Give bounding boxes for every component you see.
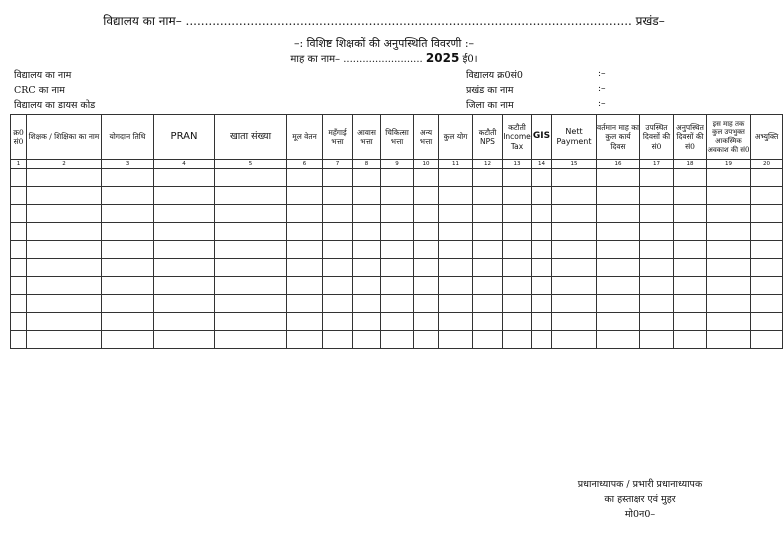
table-cell (381, 259, 414, 277)
col-number: 16 (597, 160, 640, 169)
table-cell (287, 331, 323, 349)
table-cell (287, 223, 323, 241)
col-header-remarks: अभ्युक्ति (751, 115, 783, 160)
table-cell (27, 259, 102, 277)
col-header-working-days: वर्तमान माह का कुल कार्य दिवस (597, 115, 640, 160)
table-row (11, 223, 783, 241)
table-cell (552, 277, 597, 295)
table-cell (532, 313, 552, 331)
table-cell (381, 295, 414, 313)
table-cell (27, 187, 102, 205)
table-cell (414, 313, 439, 331)
table-cell (552, 295, 597, 313)
table-cell (287, 259, 323, 277)
table-cell (439, 241, 473, 259)
table-cell (414, 259, 439, 277)
table-cell (11, 169, 27, 187)
table-cell (597, 187, 640, 205)
table-cell (381, 223, 414, 241)
table-cell (674, 205, 707, 223)
table-cell (102, 205, 154, 223)
col-number: 7 (323, 160, 353, 169)
table-cell (323, 241, 353, 259)
table-cell (552, 223, 597, 241)
table-cell (552, 331, 597, 349)
table-cell (707, 313, 751, 331)
col-header-present-days: उपस्थित दिवसों की सं0 (640, 115, 674, 160)
table-cell (215, 313, 287, 331)
table-cell (674, 331, 707, 349)
col-number: 9 (381, 160, 414, 169)
col-number: 10 (414, 160, 439, 169)
table-cell (102, 277, 154, 295)
col-number: 15 (552, 160, 597, 169)
table-cell (102, 187, 154, 205)
info-block-name: प्रखंड का नाम (466, 85, 514, 96)
table-cell (154, 331, 215, 349)
info-crc-name: CRC का नाम (14, 85, 65, 96)
table-row (11, 259, 783, 277)
table-cell (27, 277, 102, 295)
table-cell (27, 241, 102, 259)
table-row (11, 187, 783, 205)
col-header-pran: PRAN (154, 115, 215, 160)
col-header-medical-allowance: चिकित्सा भत्ता (381, 115, 414, 160)
col-number: 6 (287, 160, 323, 169)
table-cell (102, 331, 154, 349)
table-cell (751, 259, 783, 277)
table-cell (323, 259, 353, 277)
table-cell (414, 169, 439, 187)
table-cell (640, 169, 674, 187)
table-cell (11, 277, 27, 295)
table-cell (11, 295, 27, 313)
col-header-nps-deduction: कटौती NPS (473, 115, 503, 160)
table-cell (154, 169, 215, 187)
table-cell (707, 331, 751, 349)
table-cell (597, 241, 640, 259)
table-cell (27, 313, 102, 331)
table-cell (674, 259, 707, 277)
table-cell (27, 169, 102, 187)
year-value: 2025 (425, 51, 460, 65)
info-district-name: जिला का नाम (466, 100, 514, 111)
info-school-name: विद्यालय का नाम (14, 70, 72, 81)
table-cell (11, 313, 27, 331)
info-district-name-colon: :– (598, 99, 606, 109)
table-cell (414, 331, 439, 349)
table-cell (439, 169, 473, 187)
table-cell (414, 205, 439, 223)
table-cell (473, 295, 503, 313)
table-cell (381, 187, 414, 205)
col-header-basic-pay: मूल वेतन (287, 115, 323, 160)
table-cell (414, 277, 439, 295)
table-cell (674, 277, 707, 295)
table-cell (414, 241, 439, 259)
table-cell (674, 187, 707, 205)
table-cell (674, 313, 707, 331)
table-cell (154, 205, 215, 223)
table-cell (102, 241, 154, 259)
table-cell (597, 295, 640, 313)
table-cell (154, 277, 215, 295)
table-cell (707, 241, 751, 259)
table-cell (532, 169, 552, 187)
col-number: 20 (751, 160, 783, 169)
table-cell (473, 331, 503, 349)
col-number: 8 (353, 160, 381, 169)
table-cell (414, 295, 439, 313)
table-cell (597, 313, 640, 331)
table-cell (381, 205, 414, 223)
table-cell (640, 295, 674, 313)
table-cell (503, 295, 532, 313)
table-cell (154, 241, 215, 259)
table-cell (11, 331, 27, 349)
col-number: 4 (154, 160, 215, 169)
table-header-row (11, 115, 783, 160)
table-cell (707, 295, 751, 313)
table-cell (414, 187, 439, 205)
table-row (11, 295, 783, 313)
info-school-serial: विद्यालय क्र0सं0 (466, 70, 523, 81)
table-cell (707, 223, 751, 241)
col-header-nett-payment: Nett Payment (552, 115, 597, 160)
col-number: 14 (532, 160, 552, 169)
table-cell (439, 295, 473, 313)
table-cell (381, 241, 414, 259)
table-cell (439, 277, 473, 295)
table-row (11, 277, 783, 295)
table-cell (102, 259, 154, 277)
table-cell (323, 277, 353, 295)
col-number: 3 (102, 160, 154, 169)
table-cell (532, 295, 552, 313)
table-cell (503, 277, 532, 295)
table-cell (287, 187, 323, 205)
table-cell (323, 313, 353, 331)
table-cell (353, 241, 381, 259)
table-cell (532, 223, 552, 241)
table-cell (532, 205, 552, 223)
table-cell (11, 205, 27, 223)
table-cell (751, 241, 783, 259)
title-school-name-blank: ..................................................................................................................... (185, 14, 632, 28)
table-cell (597, 259, 640, 277)
table-cell (674, 241, 707, 259)
table-cell (640, 223, 674, 241)
info-dise-code: विद्यालय का डायस कोड (14, 100, 96, 111)
table-cell (154, 259, 215, 277)
table-cell (381, 277, 414, 295)
form-subtitle: –: विशिष्ट शिक्षकों की अनुपस्थिति विवरणी :– (293, 37, 475, 50)
table-cell (353, 205, 381, 223)
table-cell (751, 187, 783, 205)
table-cell (287, 241, 323, 259)
table-cell (414, 223, 439, 241)
table-cell (473, 241, 503, 259)
table-cell (353, 277, 381, 295)
title-block-label: प्रखंड– (635, 14, 665, 28)
table-cell (439, 187, 473, 205)
table-cell (154, 295, 215, 313)
table-cell (503, 223, 532, 241)
table-cell (27, 223, 102, 241)
table-cell (640, 277, 674, 295)
col-number: 19 (707, 160, 751, 169)
col-header-teacher-name: शिक्षक / शिक्षिका का नाम (27, 115, 102, 160)
table-cell (640, 331, 674, 349)
col-header-account-number: खाता संख्या (215, 115, 287, 160)
table-cell (552, 259, 597, 277)
table-cell (751, 295, 783, 313)
signature-sign-and-seal: का हस्ताक्षर एवं मुहर (604, 494, 676, 505)
table-cell (154, 187, 215, 205)
col-number: 11 (439, 160, 473, 169)
table-cell (597, 277, 640, 295)
table-cell (215, 277, 287, 295)
table-cell (215, 187, 287, 205)
table-cell (287, 295, 323, 313)
table-cell (473, 277, 503, 295)
col-header-serial: क्र0 सं0 (11, 115, 27, 160)
column-number-row (11, 160, 783, 169)
table-cell (532, 241, 552, 259)
col-number: 13 (503, 160, 532, 169)
table-row (11, 169, 783, 187)
table-cell (102, 295, 154, 313)
table-cell (503, 187, 532, 205)
table-cell (597, 223, 640, 241)
table-row (11, 331, 783, 349)
table-cell (439, 331, 473, 349)
table-cell (215, 205, 287, 223)
table-cell (707, 187, 751, 205)
table-cell (353, 223, 381, 241)
info-block-name-colon: :– (598, 84, 606, 94)
table-cell (439, 205, 473, 223)
month-blank: ......................... (343, 54, 423, 65)
table-cell (751, 205, 783, 223)
table-cell (287, 313, 323, 331)
table-cell (287, 169, 323, 187)
col-header-other-allowance: अन्य भत्ता (414, 115, 439, 160)
table-cell (503, 331, 532, 349)
table-cell (323, 331, 353, 349)
info-school-serial-colon: :– (598, 69, 606, 79)
col-number: 18 (674, 160, 707, 169)
table-cell (323, 295, 353, 313)
table-cell (473, 187, 503, 205)
table-cell (215, 259, 287, 277)
table-cell (27, 331, 102, 349)
table-cell (11, 187, 27, 205)
table-cell (674, 295, 707, 313)
table-cell (640, 205, 674, 223)
table-cell (707, 205, 751, 223)
col-header-joining-date: योगदान तिथि (102, 115, 154, 160)
table-cell (154, 313, 215, 331)
table-row (11, 205, 783, 223)
table-cell (503, 313, 532, 331)
table-cell (102, 313, 154, 331)
table-cell (11, 259, 27, 277)
col-header-casual-leave: इस माह तक कुल उपभुक्त आकस्मिक अवकाश की सं0 (707, 115, 751, 160)
signature-mobile-number: मो0न0– (624, 509, 656, 520)
col-number: 2 (27, 160, 102, 169)
table-cell (323, 223, 353, 241)
month-line (0, 51, 768, 65)
table-cell (552, 313, 597, 331)
form-title (0, 12, 768, 29)
table-cell (381, 313, 414, 331)
table-cell (532, 331, 552, 349)
table-cell (215, 295, 287, 313)
col-header-dearness-allowance: महँगाई भत्ता (323, 115, 353, 160)
table-cell (751, 169, 783, 187)
table-cell (353, 295, 381, 313)
table-cell (707, 277, 751, 295)
table-cell (215, 169, 287, 187)
table-cell (287, 277, 323, 295)
table-cell (27, 205, 102, 223)
table-cell (597, 169, 640, 187)
table-cell (381, 331, 414, 349)
table-cell (154, 223, 215, 241)
table-cell (751, 331, 783, 349)
table-row (11, 313, 783, 331)
table-cell (439, 259, 473, 277)
table-cell (473, 223, 503, 241)
table-cell (473, 205, 503, 223)
table-cell (353, 313, 381, 331)
table-cell (597, 331, 640, 349)
year-suffix: ई0। (462, 54, 478, 65)
col-header-gis: GIS (532, 115, 552, 160)
table-cell (353, 169, 381, 187)
table-cell (353, 259, 381, 277)
signature-title: प्रधानाध्यापक / प्रभारी प्रधानाध्यापक (577, 479, 703, 490)
absence-table (10, 114, 783, 349)
table-cell (11, 241, 27, 259)
table-cell (353, 331, 381, 349)
table-cell (674, 223, 707, 241)
table-cell (323, 187, 353, 205)
table-cell (215, 241, 287, 259)
table-cell (640, 187, 674, 205)
table-cell (27, 295, 102, 313)
table-cell (381, 169, 414, 187)
table-cell (674, 169, 707, 187)
col-number: 17 (640, 160, 674, 169)
col-header-house-allowance: आवास भत्ता (353, 115, 381, 160)
table-cell (473, 259, 503, 277)
table-cell (439, 223, 473, 241)
table-cell (287, 205, 323, 223)
table-cell (751, 313, 783, 331)
col-header-absent-days: अनुपस्थित दिवसों की सं0 (674, 115, 707, 160)
table-cell (473, 169, 503, 187)
table-cell (215, 331, 287, 349)
table-cell (215, 223, 287, 241)
table-cell (751, 277, 783, 295)
col-number: 12 (473, 160, 503, 169)
table-cell (552, 187, 597, 205)
table-cell (503, 169, 532, 187)
table-cell (503, 205, 532, 223)
table-cell (552, 205, 597, 223)
table-cell (503, 259, 532, 277)
table-cell (532, 277, 552, 295)
table-cell (640, 313, 674, 331)
table-cell (640, 259, 674, 277)
table-cell (552, 241, 597, 259)
table-cell (323, 205, 353, 223)
table-cell (640, 241, 674, 259)
month-label: माह का नाम– (290, 54, 341, 65)
table-cell (503, 241, 532, 259)
table-cell (707, 169, 751, 187)
table-cell (102, 223, 154, 241)
table-cell (473, 313, 503, 331)
table-row (11, 241, 783, 259)
table-cell (11, 223, 27, 241)
title-school-name-label: विद्यालय का नाम– (103, 14, 182, 28)
table-cell (532, 259, 552, 277)
table-cell (751, 223, 783, 241)
table-cell (323, 169, 353, 187)
table-cell (552, 169, 597, 187)
col-header-income-tax-deduction: कटौती Income Tax (503, 115, 532, 160)
table-cell (353, 187, 381, 205)
col-number: 1 (11, 160, 27, 169)
table-cell (597, 205, 640, 223)
table-cell (707, 259, 751, 277)
col-number: 5 (215, 160, 287, 169)
table-cell (102, 169, 154, 187)
col-header-total: कुल योग (439, 115, 473, 160)
table-cell (439, 313, 473, 331)
table-cell (532, 187, 552, 205)
